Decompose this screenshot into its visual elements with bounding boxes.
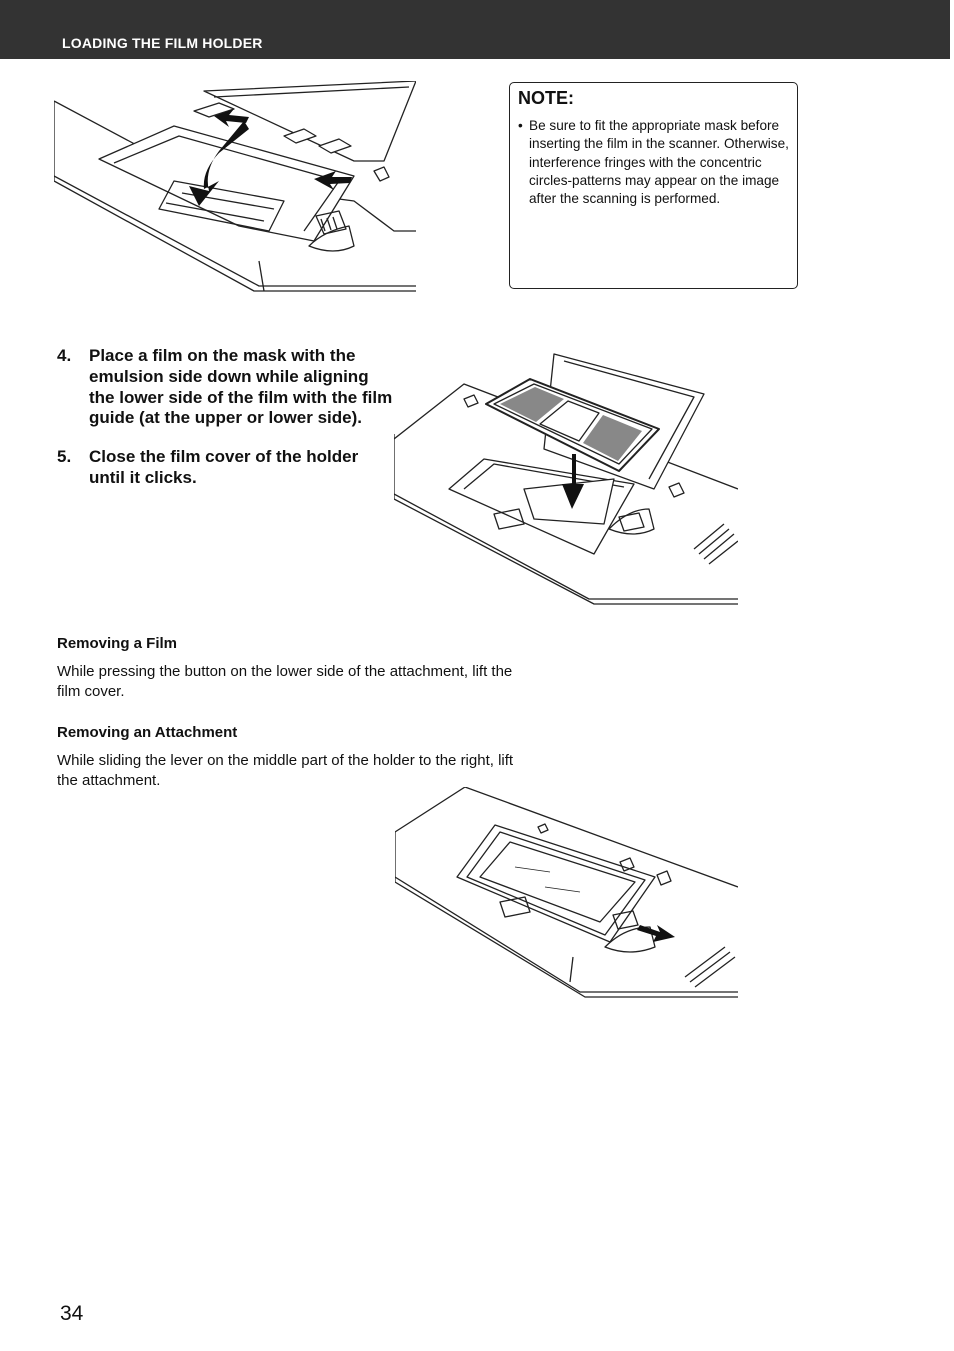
step-text: Close the film cover of the holder until it clicks. bbox=[89, 447, 359, 487]
instruction-steps bbox=[57, 346, 397, 507]
note-text: Be sure to fit the appropriate mask before inserting the film in the scanner. Otherwise, interference fringes with the concentric circles-patterns may appear on the image after the scanning is performed. bbox=[529, 118, 789, 207]
section-title: LOADING THE FILM HOLDER bbox=[62, 35, 263, 51]
mask-insertion-illustration bbox=[54, 81, 416, 301]
note-bullet bbox=[518, 117, 789, 208]
note-title: NOTE: bbox=[518, 88, 574, 108]
page-number: 34 bbox=[60, 1302, 84, 1325]
film-placement-illustration bbox=[394, 349, 738, 612]
step-number: 5. bbox=[57, 447, 72, 467]
step-item bbox=[57, 447, 397, 489]
step-item bbox=[57, 346, 397, 429]
attachment-removal-illustration bbox=[395, 787, 738, 1012]
bullet-marker: • bbox=[518, 118, 523, 133]
step-number: 4. bbox=[57, 346, 72, 365]
note-box bbox=[509, 82, 798, 289]
step-text: Place a film on the mask with the emulsion side down while aligning the lower side of the film with the film guide (at the upper or lower side). bbox=[89, 346, 393, 428]
section-body: While sliding the lever on the middle part of the holder to the right, lift the attachment. bbox=[57, 752, 514, 789]
section-body: While pressing the button on the lower side of the attachment, lift the film cover. bbox=[57, 663, 513, 700]
section-heading: Removing a Film bbox=[57, 635, 178, 652]
section-heading: Removing an Attachment bbox=[57, 724, 238, 741]
